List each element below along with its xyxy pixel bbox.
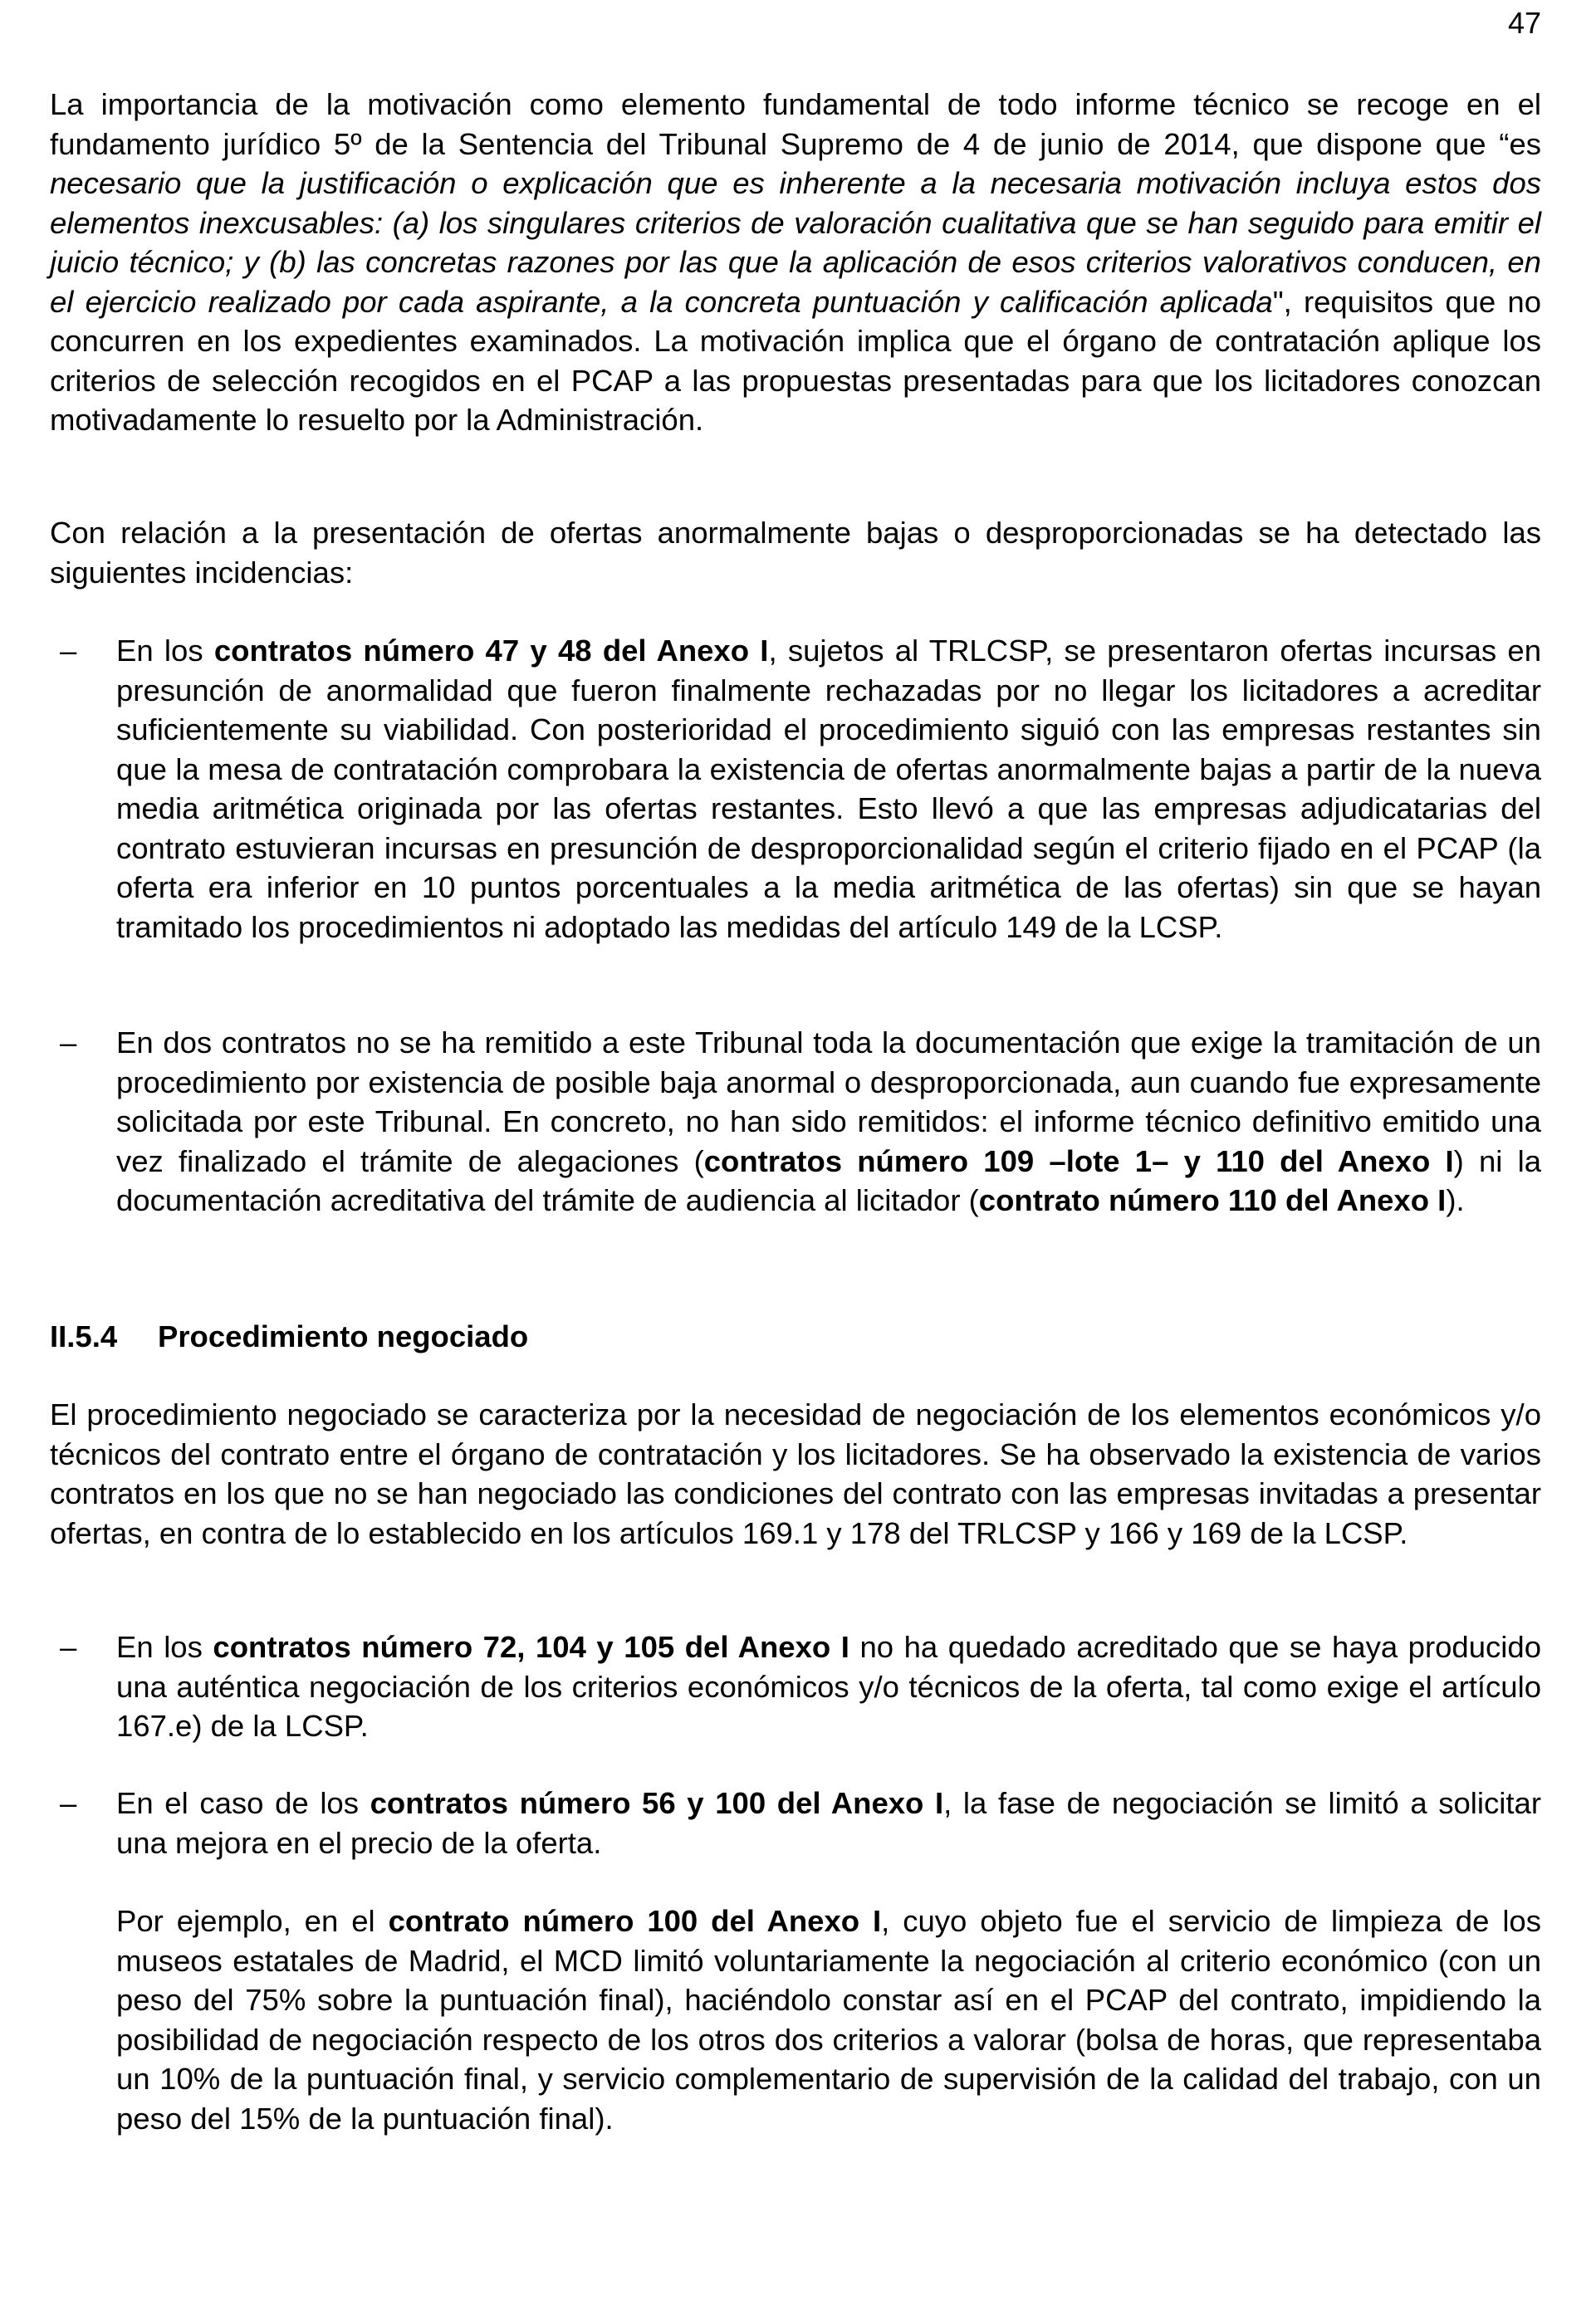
list-item-text [116,1023,1541,1221]
text-run: En dos contratos no se ha remitido a este Tribunal toda la documentación que exige la tramitación de un procedimiento por existencia de posible baja anormal o desproporcionada, aun cuando fue expresamente solicitada por este Tribunal. En concreto, no han sido remitidos: el informe técnico definitivo emitido una vez finalizado el trámite de alegaciones ( [116,1025,1541,1178]
text-run: , sujetos al TRLCSP, se presentaron ofertas incursas en presunción de anormalidad que fueron finalmente rechazadas por no llegar los licitadores a acreditar suficientemente su viabilidad. Con posterioridad el procedimiento siguió con las empresas restantes sin que la mesa de contratación comprobara la existencia de ofertas anormalmente bajas a partir de la nueva media aritmética originada por las ofertas restantes. Esto llevó a que las empresas adjudicatarias del contrato estuvieran incursas en presunción de desproporcionalidad según el criterio fijado en el PCAP (la oferta era inferior en 10 puntos porcentuales a la media aritmética de las ofertas) sin que se hayan tramitado los procedimientos ni adoptado las medidas del artículo 149 de la LCSP. [116,634,1541,944]
bullet-dash: – [60,634,77,668]
paragraph-negotiated-procedure: El procedimiento negociado se caracteriza por la necesidad de negociación de los elementos económicos y/o técnicos del contrato entre el órgano de contratación y los licitadores. Se ha observado la existencia de varios contratos en los que no se han negociado las condiciones del contrato con las empresas invitadas a presentar ofertas, en contra de lo establecido en los artículos 169.1 y 178 del TRLCSP y 166 y 169 de la LCSP. [50,1397,1541,1550]
bullet-dash: – [60,1630,77,1664]
section-number: II.5.4 [50,1319,118,1353]
contract-reference: contrato número 100 del Anexo I [388,1904,882,1938]
list-item-text [116,1784,1541,1862]
paragraph-motivation-tail: ", requisitos que no concurren en los expedientes examinados. La motivación implica que el órgano de contratación aplique los criterios de selección recogidos en el PCAP a las propuestas presentadas para que los licitadores conozcan motivadamente lo resuelto por la Administración. [50,284,1542,437]
text-run: , la fase de negociación se limitó a solicitar una mejora en el precio de la oferta. [116,1786,1541,1860]
text-run: no ha quedado acreditado que se haya producido una auténtica negociación de los criterios económicos y/o técnicos de la oferta, tal como exige el artículo 167.e) de la LCSP. [116,1630,1541,1743]
text-run: Por ejemplo, en el [116,1904,389,1938]
bullet-dash: – [60,1025,77,1060]
page-number: 47 [1507,6,1541,40]
list-item-contracts-72-104-105 [50,1627,1541,1746]
paragraph-abnormal-offers: Con relación a la presentación de ofertas anormalmente bajas o desproporcionadas se ha detectado las siguientes incidencias: [50,516,1541,590]
paragraph-example-contract-100 [116,1901,1541,2138]
bullet-dash: – [60,1786,77,1820]
supreme-court-quote: necesario que la justificación o explicación que es inherente a la necesaria motivación incluya estos dos elementos inexcusables: (a) los singulares criterios de valoración cualitativa que se han seguido para emitir el juicio técnico; y (b) las concretas razones por las que la aplicación de esos criterios valorativos conducen, en el ejercicio realizado por cada aspirante, a la concreta puntuación y calificación aplicada [50,166,1541,319]
section-heading [50,1317,528,1357]
text-run: En los [116,1630,213,1664]
list-item-contracts-56-100 [50,1784,1541,1862]
contract-reference: contrato número 110 del Anexo I [978,1183,1447,1217]
contract-reference: contratos número 109 –lote 1– y 110 del Anexo I [703,1143,1454,1178]
list-item-contracts-47-48 [50,631,1541,947]
contract-reference: contratos número 56 y 100 del Anexo I [370,1786,944,1820]
paragraph-motivation [50,85,1541,440]
list-item-text [116,631,1541,947]
text-run: , cuyo objeto fue el servicio de limpieza de los museos estatales de Madrid, el MCD limitó voluntariamente la negociación al criterio económico (con un peso del 75% sobre la puntuación final), haciéndolo constar así en el PCAP del contrato, impidiendo la posibilidad de negociación respecto de los otros dos criterios a valorar (bolsa de horas, que representaba un 10% de la puntuación final, y servicio complementario de supervisión de la calidad del trabajo, con un peso del 15% de la puntuación final). [116,1904,1541,2136]
contract-reference: contratos número 47 y 48 del Anexo I [213,634,769,668]
contract-reference: contratos número 72, 104 y 105 del Anexo I [213,1630,849,1664]
paragraph-motivation-lead: La importancia de la motivación como elemento fundamental de todo informe técnico se recoge en el fundamento jurídico 5º de la Sentencia del Tribunal Supremo de 4 de junio de 2014, que dispone que “es [50,87,1541,161]
text-run: En el caso de los [116,1786,370,1820]
text-run: ). [1446,1183,1465,1217]
list-item-missing-documentation [50,1023,1541,1221]
text-run: ) ni la documentación acreditativa del trámite de audiencia al licitador ( [116,1143,1542,1217]
section-title: Procedimiento negociado [158,1319,529,1353]
text-run: En los [116,634,214,668]
list-item-text [116,1627,1541,1746]
